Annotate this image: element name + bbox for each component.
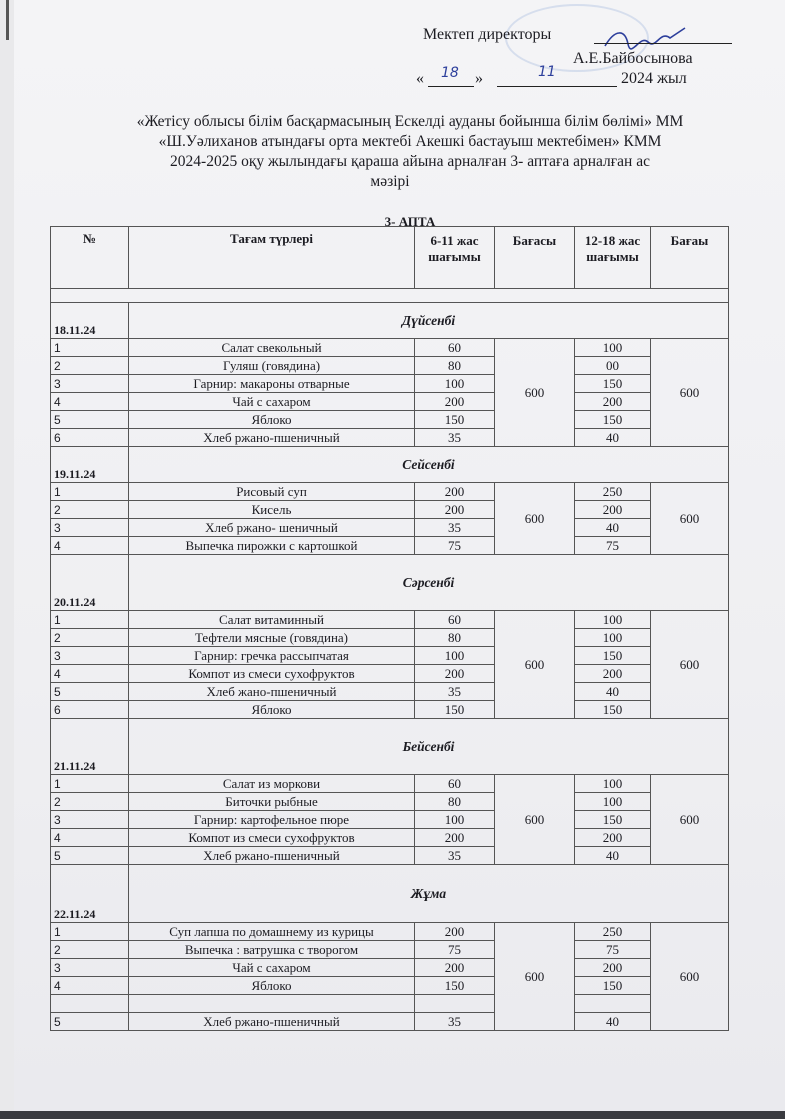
dish-name: Салат свекольный [129, 339, 415, 357]
portion-12-18: 75 [575, 537, 651, 555]
item-number: 5 [51, 683, 129, 701]
dish-name: Выпечка : ватрушка с творогом [129, 941, 415, 959]
menu-item-row [51, 339, 729, 357]
portion-6-11: 60 [415, 611, 495, 629]
menu-item-row [51, 519, 729, 537]
item-number: 3 [51, 959, 129, 977]
portion-12-18: 40 [575, 519, 651, 537]
menu-item-row [51, 501, 729, 519]
portion-12-18: 200 [575, 829, 651, 847]
portion-6-11: 60 [415, 339, 495, 357]
portion-12-18: 100 [575, 775, 651, 793]
portion-12-18: 150 [575, 647, 651, 665]
portion-6-11: 75 [415, 941, 495, 959]
dish-name: Хлеб ржано-пшеничный [129, 847, 415, 865]
menu-item-row [51, 701, 729, 719]
dish-name: Тефтели мясные (говядина) [129, 629, 415, 647]
header-age-12-18: 12-18 жас шағымы [575, 227, 651, 289]
portion-6-11: 80 [415, 629, 495, 647]
portion-6-11: 100 [415, 375, 495, 393]
title-line-2: «Ш.Уәлиханов атындағы орта мектебі Акешкі бастауыш мектебімен» КММ [158, 133, 662, 150]
header-spacer-row [51, 289, 729, 303]
approval-day: 18 [441, 65, 459, 81]
portion-6-11: 200 [415, 665, 495, 683]
month-line [497, 86, 617, 87]
price-12-18: 600 [651, 483, 729, 555]
menu-item-row [51, 483, 729, 501]
menu-item-row [51, 847, 729, 865]
item-number [51, 995, 129, 1013]
header-price-1: Бағасы [495, 227, 575, 289]
day-name: Дүйсенбі [129, 303, 729, 339]
price-12-18: 600 [651, 923, 729, 1031]
dish-name: Хлеб ржано-пшеничный [129, 1013, 415, 1031]
menu-item-row [51, 393, 729, 411]
item-number: 5 [51, 411, 129, 429]
portion-6-11: 35 [415, 519, 495, 537]
portion-6-11: 35 [415, 683, 495, 701]
menu-table [50, 226, 729, 1031]
portion-12-18: 40 [575, 847, 651, 865]
dish-name: Салат витаминный [129, 611, 415, 629]
portion-6-11: 200 [415, 483, 495, 501]
day-row [51, 865, 729, 923]
item-number: 1 [51, 483, 129, 501]
dish-name: Суп лапша по домашнему из курицы [129, 923, 415, 941]
item-number: 3 [51, 811, 129, 829]
menu-item-row [51, 357, 729, 375]
dish-name: Хлеб ржано- шеничный [129, 519, 415, 537]
portion-12-18: 150 [575, 701, 651, 719]
day-name: Жұма [129, 865, 729, 923]
menu-item-row [51, 647, 729, 665]
portion-12-18: 100 [575, 629, 651, 647]
item-number: 1 [51, 923, 129, 941]
day-date: 21.11.24 [51, 719, 129, 775]
portion-12-18: 40 [575, 1013, 651, 1031]
day-date: 18.11.24 [51, 303, 129, 339]
portion-6-11: 35 [415, 847, 495, 865]
approval-year: 2024 жыл [621, 70, 687, 87]
portion-12-18: 100 [575, 339, 651, 357]
page-edge [6, 0, 9, 40]
portion-12-18: 150 [575, 411, 651, 429]
portion-6-11: 200 [415, 501, 495, 519]
menu-item-row [51, 995, 729, 1013]
day-name: Сейсенбі [129, 447, 729, 483]
item-number: 4 [51, 393, 129, 411]
item-number: 3 [51, 519, 129, 537]
portion-6-11: 150 [415, 977, 495, 995]
item-number: 1 [51, 339, 129, 357]
item-number: 4 [51, 537, 129, 555]
item-number: 2 [51, 793, 129, 811]
dish-name: Выпечка пирожки с картошкой [129, 537, 415, 555]
menu-item-row [51, 941, 729, 959]
menu-item-row [51, 665, 729, 683]
item-number: 4 [51, 829, 129, 847]
menu-item-row [51, 977, 729, 995]
price-6-11: 600 [495, 611, 575, 719]
portion-6-11: 200 [415, 393, 495, 411]
item-number: 1 [51, 611, 129, 629]
dish-name: Гарнир: гречка рассыпчатая [129, 647, 415, 665]
day-row [51, 555, 729, 611]
portion-6-11: 80 [415, 357, 495, 375]
dish-name: Яблоко [129, 411, 415, 429]
director-name: А.Е.Байбосынова [573, 50, 693, 67]
dish-name: Яблоко [129, 977, 415, 995]
portion-12-18: 40 [575, 429, 651, 447]
portion-12-18: 200 [575, 501, 651, 519]
portion-6-11: 60 [415, 775, 495, 793]
price-12-18: 600 [651, 611, 729, 719]
portion-12-18: 100 [575, 611, 651, 629]
dish-name: Гарнир: макароны отварные [129, 375, 415, 393]
dish-name: Кисель [129, 501, 415, 519]
portion-12-18: 150 [575, 811, 651, 829]
signature-line [594, 43, 732, 44]
item-number: 4 [51, 977, 129, 995]
item-number: 3 [51, 375, 129, 393]
day-row [51, 303, 729, 339]
title-line-4: мәзірі [370, 173, 410, 190]
portion-12-18: 40 [575, 683, 651, 701]
date-open-quote: « [416, 70, 424, 87]
menu-item-row [51, 429, 729, 447]
portion-6-11: 35 [415, 429, 495, 447]
portion-12-18: 00 [575, 357, 651, 375]
item-number: 2 [51, 357, 129, 375]
menu-item-row [51, 793, 729, 811]
portion-6-11: 150 [415, 701, 495, 719]
price-6-11: 600 [495, 483, 575, 555]
title-line-3: 2024-2025 оқу жылындағы қараша айына арналған 3- аптаға арналған ас [170, 153, 650, 170]
portion-6-11: 200 [415, 959, 495, 977]
menu-item-row [51, 411, 729, 429]
day-row [51, 719, 729, 775]
menu-item-row [51, 375, 729, 393]
price-6-11: 600 [495, 775, 575, 865]
day-row [51, 447, 729, 483]
menu-item-row [51, 829, 729, 847]
header-no: № [51, 227, 129, 289]
menu-item-row [51, 683, 729, 701]
header-dish: Тағам түрлері [129, 227, 415, 289]
portion-12-18: 200 [575, 393, 651, 411]
price-12-18: 600 [651, 339, 729, 447]
portion-12-18: 75 [575, 941, 651, 959]
portion-12-18: 150 [575, 375, 651, 393]
bottom-surface [0, 1111, 785, 1119]
item-number: 6 [51, 429, 129, 447]
menu-item-row [51, 923, 729, 941]
menu-item-row [51, 629, 729, 647]
menu-item-row [51, 611, 729, 629]
portion-12-18 [575, 995, 651, 1013]
portion-12-18: 150 [575, 977, 651, 995]
day-date: 20.11.24 [51, 555, 129, 611]
portion-6-11: 150 [415, 411, 495, 429]
day-date: 19.11.24 [51, 447, 129, 483]
menu-item-row [51, 959, 729, 977]
portion-12-18: 200 [575, 959, 651, 977]
price-6-11: 600 [495, 339, 575, 447]
dish-name: Гарнир: картофельное пюре [129, 811, 415, 829]
dish-name: Чай с сахаром [129, 959, 415, 977]
day-name: Сәрсенбі [129, 555, 729, 611]
dish-name: Рисовый суп [129, 483, 415, 501]
item-number: 6 [51, 701, 129, 719]
portion-12-18: 100 [575, 793, 651, 811]
portion-6-11: 75 [415, 537, 495, 555]
menu-item-row [51, 775, 729, 793]
dish-name: Компот из смеси сухофруктов [129, 829, 415, 847]
item-number: 3 [51, 647, 129, 665]
item-number: 1 [51, 775, 129, 793]
date-close-quote: » [475, 70, 483, 87]
approval-month: 11 [538, 64, 556, 80]
price-12-18: 600 [651, 775, 729, 865]
dish-name: Хлеб жано-пшеничный [129, 683, 415, 701]
portion-6-11: 200 [415, 923, 495, 941]
dish-name: Чай с сахаром [129, 393, 415, 411]
portion-12-18: 250 [575, 923, 651, 941]
portion-6-11: 200 [415, 829, 495, 847]
approval-title: Мектеп директоры [423, 26, 552, 43]
price-6-11: 600 [495, 923, 575, 1031]
item-number: 5 [51, 1013, 129, 1031]
portion-6-11: 35 [415, 1013, 495, 1031]
dish-name: Биточки рыбные [129, 793, 415, 811]
portion-6-11: 80 [415, 793, 495, 811]
portion-6-11: 100 [415, 811, 495, 829]
dish-name: Яблоко [129, 701, 415, 719]
menu-body [51, 303, 729, 1031]
day-line [428, 86, 474, 87]
dish-name [129, 995, 415, 1013]
item-number: 2 [51, 629, 129, 647]
header-age-6-11: 6-11 жас шағымы [415, 227, 495, 289]
dish-name: Хлеб ржано-пшеничный [129, 429, 415, 447]
item-number: 4 [51, 665, 129, 683]
item-number: 2 [51, 501, 129, 519]
day-name: Бейсенбі [129, 719, 729, 775]
menu-item-row [51, 1013, 729, 1031]
menu-item-row [51, 537, 729, 555]
item-number: 5 [51, 847, 129, 865]
header-price-2: Бағаы [651, 227, 729, 289]
portion-12-18: 200 [575, 665, 651, 683]
portion-12-18: 250 [575, 483, 651, 501]
dish-name: Салат из моркови [129, 775, 415, 793]
day-date: 22.11.24 [51, 865, 129, 923]
dish-name: Гуляш (говядина) [129, 357, 415, 375]
portion-6-11: 100 [415, 647, 495, 665]
portion-6-11 [415, 995, 495, 1013]
title-line-1: «Жетісу облысы білім басқармасының Ескелді ауданы бойынша білім бөлімі» ММ [136, 113, 684, 130]
item-number: 2 [51, 941, 129, 959]
menu-item-row [51, 811, 729, 829]
week-title: 3- АПТА [384, 214, 436, 229]
dish-name: Компот из смеси сухофруктов [129, 665, 415, 683]
